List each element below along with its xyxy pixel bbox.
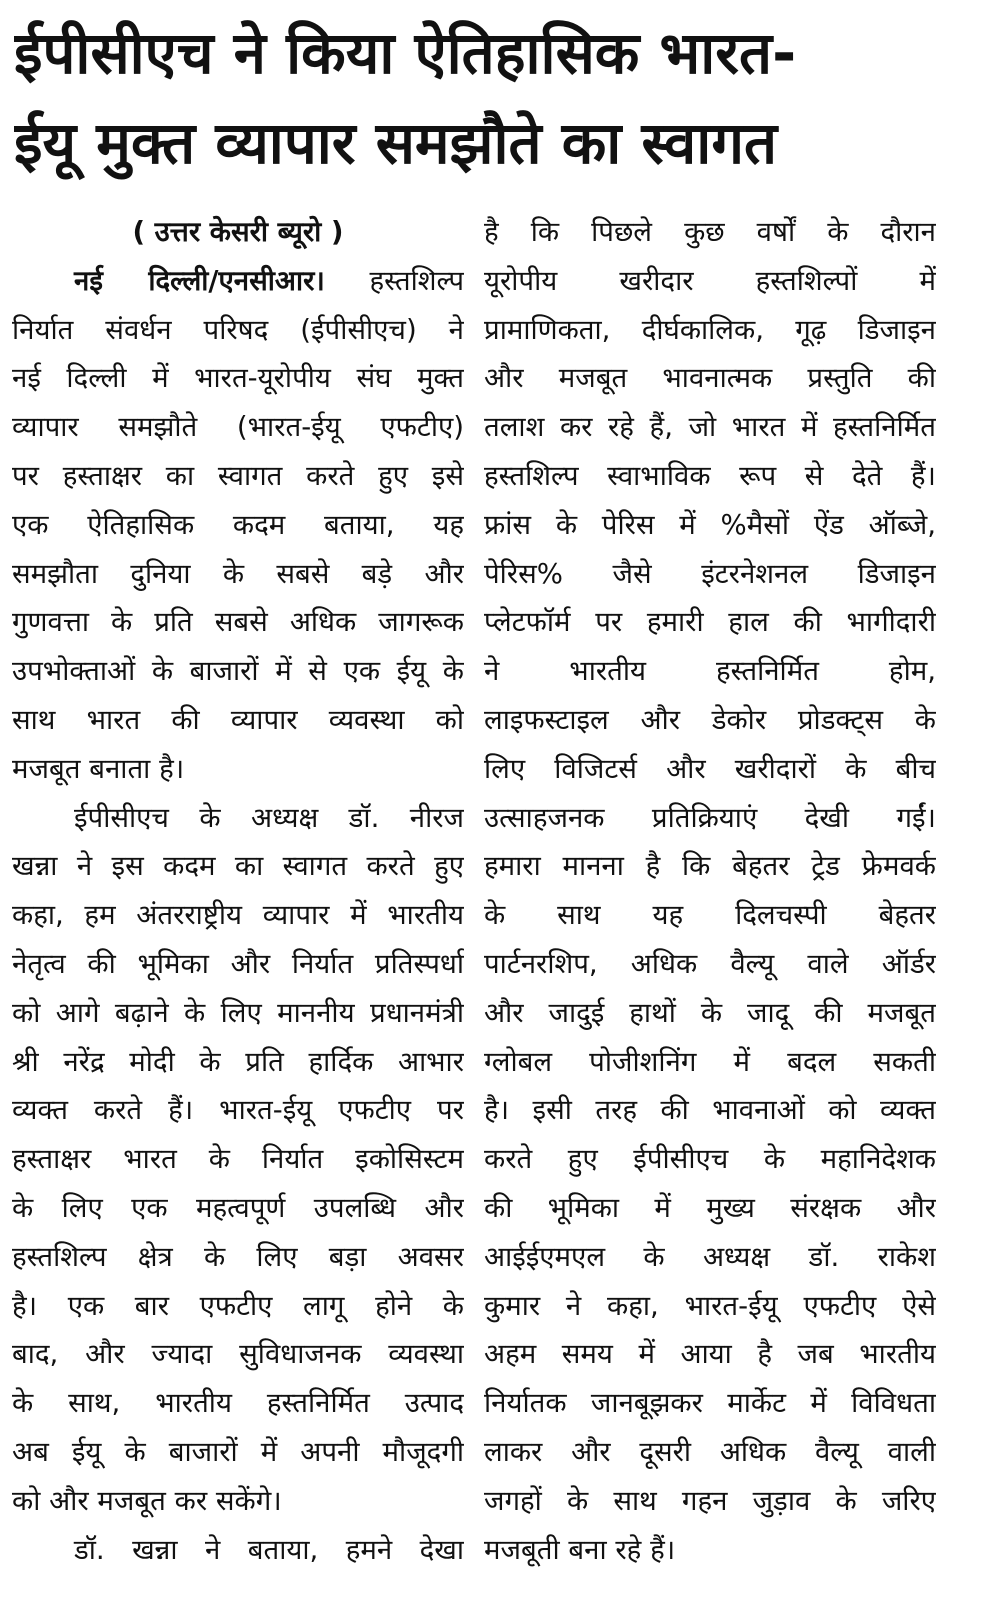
body-line: करते हुए ईपीसीएच के महानिदेशक	[484, 1142, 936, 1176]
body-line: पर हस्ताक्षर का स्वागत करते हुए इसे	[12, 458, 464, 492]
body-line: व्यक्त करते हैं। भारत-ईयू एफटीए पर	[12, 1093, 464, 1127]
headline-line-1: ईपीसीएच ने किया ऐतिहासिक भारत-	[14, 19, 797, 87]
body-line: ग्लोबल पोजीशनिंग में बदल सकती	[484, 1044, 936, 1078]
body-line: नेतृत्व की भूमिका और निर्यात प्रतिस्पर्धा	[12, 946, 464, 980]
body-line: फ्रांस के पेरिस में %मैसों ऐंड ऑब्जे,	[484, 507, 936, 541]
body-line: हस्तशिल्प	[369, 263, 464, 297]
body-line: बाद, और ज्यादा सुविधाजनक व्यवस्था	[12, 1337, 464, 1371]
body-line: श्री नरेंद्र मोदी के प्रति हार्दिक आभार	[12, 1044, 464, 1078]
body-line: जगहों के साथ गहन जुड़ाव के जरिए	[484, 1483, 936, 1517]
body-line: उत्साहजनक प्रतिक्रियाएं देखी गईं।	[484, 800, 936, 834]
body-line: के साथ, भारतीय हस्तनिर्मित उत्पाद	[12, 1386, 464, 1420]
headline-line-2: ईयू मुक्त व्यापार समझौते का स्वागत	[14, 109, 778, 177]
body-line: पेरिस% जैसे इंटरनेशनल डिजाइन	[484, 556, 936, 590]
body-line: और मजबूत भावनात्मक प्रस्तुति की	[484, 361, 936, 395]
body-line: समझौता दुनिया के सबसे बड़े और	[12, 556, 464, 590]
body-line: हस्तशिल्प स्वाभाविक रूप से देते हैं।	[484, 458, 936, 492]
body-line: गुणवत्ता के प्रति सबसे अधिक जागरूक	[12, 605, 464, 639]
left-column	[12, 208, 464, 1574]
body-line: उपभोक्ताओं के बाजारों में से एक ईयू के	[12, 654, 464, 688]
body-line: कुमार ने कहा, भारत-ईयू एफटीए ऐसे	[484, 1288, 936, 1322]
body-line: लाइफस्टाइल और डेकोर प्रोडक्ट्स के	[484, 702, 936, 736]
body-line: अब ईयू के बाजारों में अपनी मौजूदगी	[12, 1434, 464, 1468]
body-line: एक ऐतिहासिक कदम बताया, यह	[12, 507, 464, 541]
body-line: लाकर और दूसरी अधिक वैल्यू वाली	[484, 1434, 936, 1468]
body-line: पार्टनरशिप, अधिक वैल्यू वाले ऑर्डर	[484, 946, 936, 980]
body-line: है। एक बार एफटीए लागू होने के	[12, 1288, 464, 1322]
body-line: को और मजबूत कर सकेंगे।	[12, 1483, 282, 1517]
body-line: के साथ यह दिलचस्पी बेहतर	[484, 898, 936, 932]
body-line: यूरोपीय खरीदार हस्तशिल्पों में	[484, 263, 936, 297]
body-line: आईईएमएल के अध्यक्ष डॉ. राकेश	[484, 1239, 936, 1273]
body-line: डॉ. खन्ना ने बताया, हमने देखा	[74, 1532, 464, 1566]
headline	[14, 8, 976, 188]
body-line: प्लेटफॉर्म पर हमारी हाल की भागीदारी	[484, 605, 936, 639]
body-line: कहा, हम अंतरराष्ट्रीय व्यापार में भारतीय	[12, 898, 464, 932]
body-line: अहम समय में आया है जब भारतीय	[484, 1337, 936, 1371]
body-line: मजबूती बना रहे हैं।	[484, 1532, 676, 1566]
body-line: तलाश कर रहे हैं, जो भारत में हस्तनिर्मित	[484, 410, 936, 444]
body-line: हस्ताक्षर भारत के निर्यात इकोसिस्टम	[12, 1142, 464, 1176]
body-line: है कि पिछले कुछ वर्षों के दौरान	[484, 215, 936, 248]
body-line: के लिए एक महत्वपूर्ण उपलब्धि और	[12, 1190, 464, 1224]
dateline: नई दिल्ली/एनसीआर।	[74, 263, 325, 297]
body-line: लिए विजिटर्स और खरीदारों के बीच	[484, 751, 936, 785]
bureau-credit: ( उत्तर केसरी ब्यूरो )	[132, 215, 344, 248]
body-line: हमारा मानना है कि बेहतर ट्रेड फ्रेमवर्क	[484, 849, 936, 883]
dateline-line	[12, 257, 464, 306]
body-line: मजबूत बनाता है।	[12, 751, 185, 785]
body-line: साथ भारत की व्यापार व्यवस्था को	[12, 702, 464, 736]
body-line: निर्यातक जानबूझकर मार्केट में विविधता	[484, 1386, 936, 1420]
body-line: को आगे बढ़ाने के लिए माननीय प्रधानमंत्री	[12, 995, 464, 1029]
body-line: हस्तशिल्प क्षेत्र के लिए बड़ा अवसर	[12, 1239, 464, 1273]
body-line: नई दिल्ली में भारत-यूरोपीय संघ मुक्त	[12, 361, 464, 395]
body-line: ने भारतीय हस्तनिर्मित होम,	[484, 654, 936, 688]
body-line: ईपीसीएच के अध्यक्ष डॉ. नीरज	[74, 800, 464, 834]
body-line: खन्ना ने इस कदम का स्वागत करते हुए	[12, 849, 464, 883]
body-line: है। इसी तरह की भावनाओं को व्यक्त	[484, 1093, 936, 1127]
right-column	[484, 208, 936, 1574]
body-line: निर्यात संवर्धन परिषद (ईपीसीएच) ने	[12, 312, 464, 346]
body-line: प्रामाणिकता, दीर्घकालिक, गूढ़ डिजाइन	[484, 312, 936, 346]
body-line: और जादुई हाथों के जादू की मजबूत	[484, 995, 936, 1029]
body-line: की भूमिका में मुख्य संरक्षक और	[484, 1190, 936, 1224]
body-line: व्यापार समझौते (भारत-ईयू एफटीए)	[12, 410, 464, 444]
